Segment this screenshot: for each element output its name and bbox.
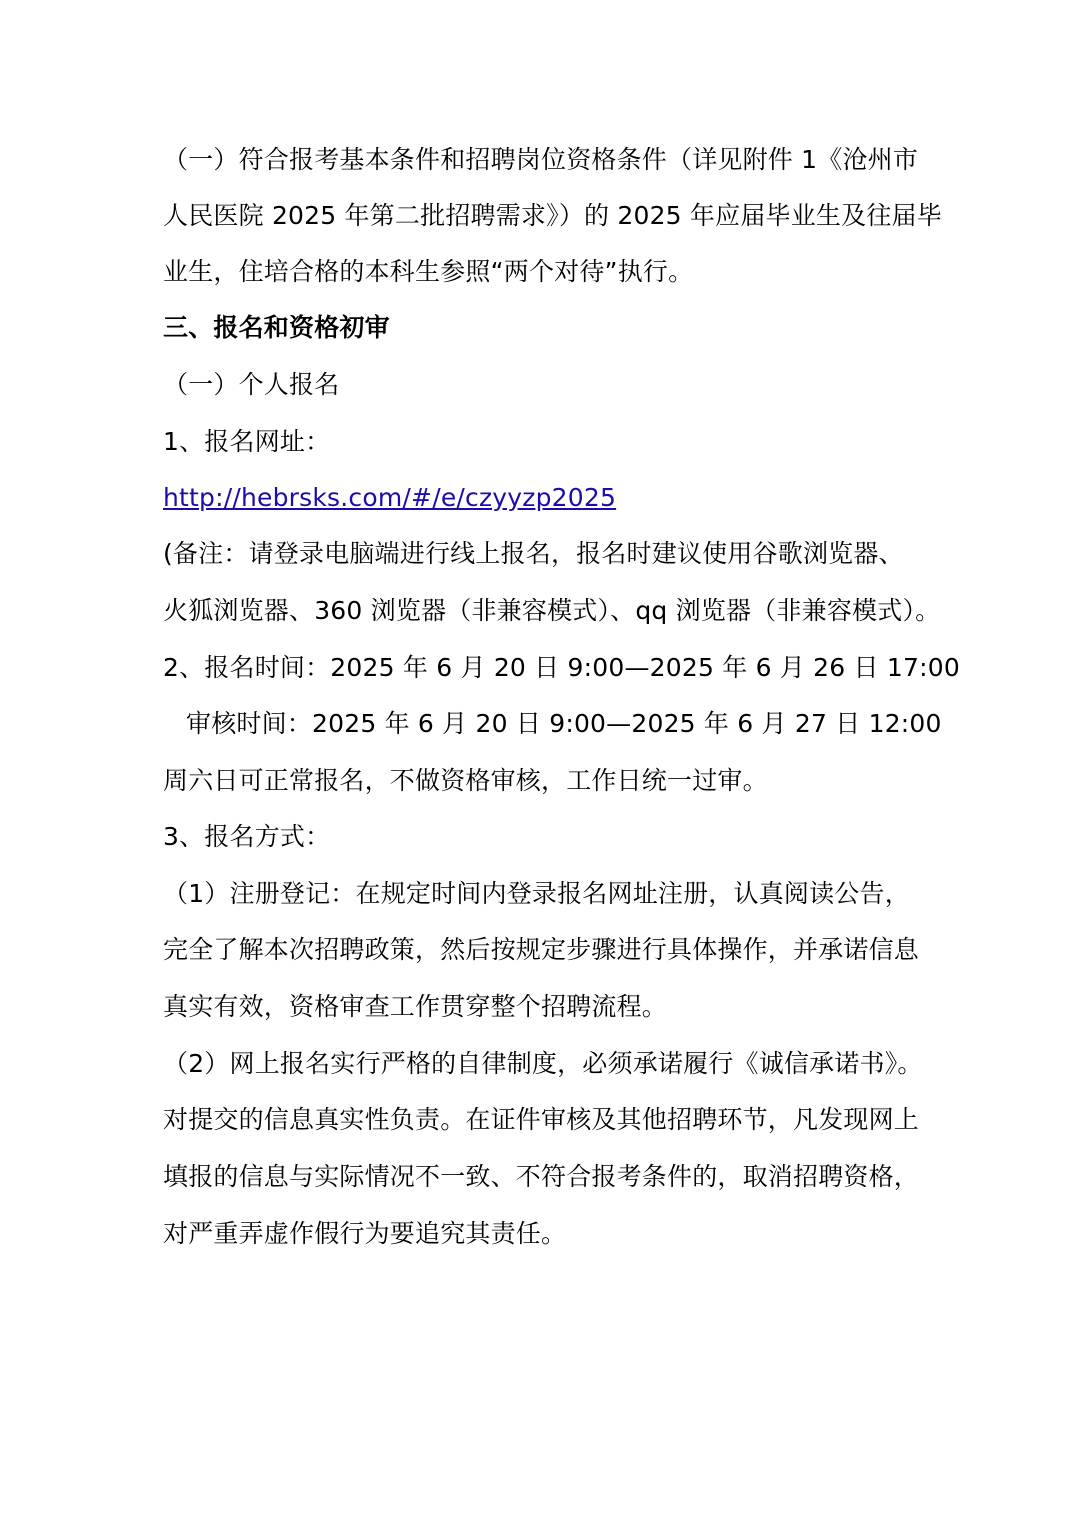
paragraph-line: 对严重弄虚作假行为要追究其责任。	[163, 1219, 567, 1248]
weekend-note: 周六日可正常报名，不做资格审核，工作日统一过审。	[163, 766, 768, 795]
paragraph-line: 填报的信息与实际情况不一致、不符合报考条件的，取消招聘资格，	[163, 1162, 920, 1191]
paragraph-line: （一）符合报考基本条件和招聘岗位资格条件（详见附件 1《沧州市	[163, 145, 919, 174]
paragraph-line: 完全了解本次招聘政策，然后按规定步骤进行具体操作，并承诺信息	[163, 935, 920, 964]
paragraph-line: 业生，住培合格的本科生参照“两个对待”执行。	[163, 257, 694, 286]
registration-link[interactable]: http://hebrsks.com/#/e/czyyzp2025	[163, 483, 617, 512]
review-time: 审核时间：2025 年 6 月 20 日 9:00—2025 年 6 月 27 日 12:00	[186, 709, 942, 738]
paragraph-line: 对提交的信息真实性负责。在证件审核及其他招聘环节，凡发现网上	[163, 1105, 920, 1134]
item-label: 3、报名方式：	[163, 822, 331, 851]
paragraph-line: （2）网上报名实行严格的自律制度，必须承诺履行《诚信承诺书》。	[163, 1049, 923, 1078]
item-label: 1、报名网址：	[163, 427, 331, 456]
registration-time: 2、报名时间：2025 年 6 月 20 日 9:00—2025 年 6 月 26 日 17:00	[163, 653, 960, 682]
note-line: 火狐浏览器、360 浏览器（非兼容模式）、qq 浏览器（非兼容模式）。	[163, 596, 941, 625]
note-line: (备注：请登录电脑端进行线上报名，报名时建议使用谷歌浏览器、	[163, 539, 904, 568]
section-heading: 三、报名和资格初审	[163, 313, 390, 342]
paragraph-line: （1）注册登记：在规定时间内登录报名网址注册，认真阅读公告，	[163, 879, 910, 908]
paragraph-line: 真实有效，资格审查工作贯穿整个招聘流程。	[163, 992, 668, 1021]
paragraph-line: 人民医院 2025 年第二批招聘需求》）的 2025 年应届毕业生及往届毕	[163, 201, 942, 230]
subsection-heading: （一）个人报名	[163, 370, 340, 399]
